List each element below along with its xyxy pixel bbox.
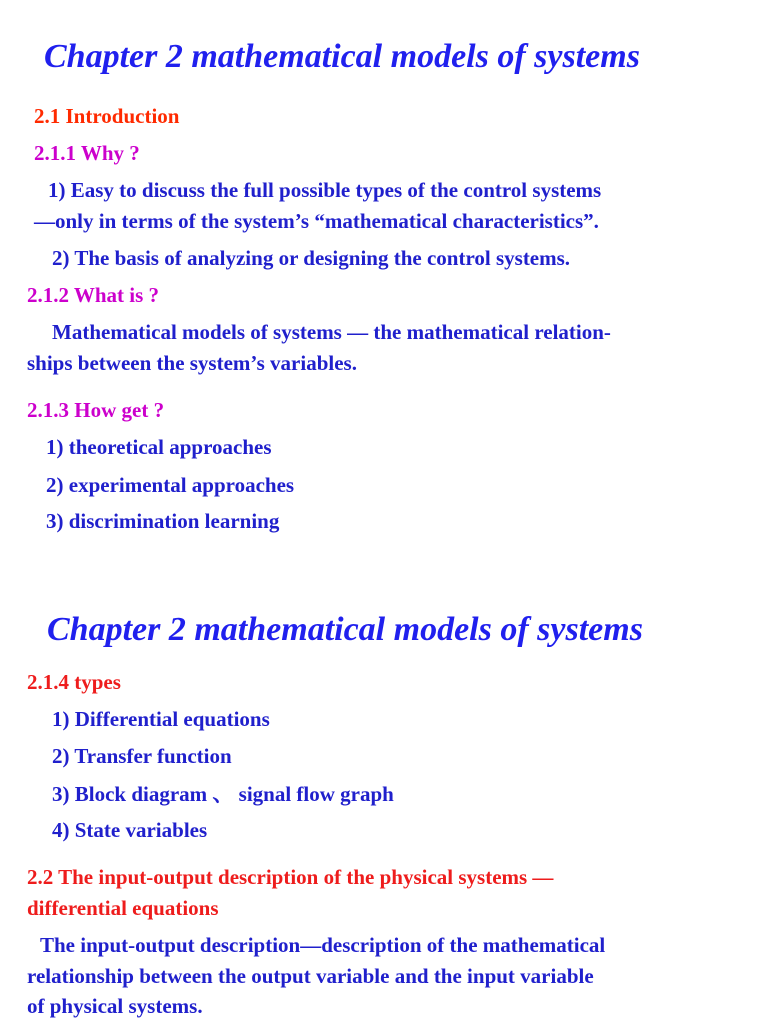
how-get-item-2: 2) experimental approaches (46, 473, 295, 497)
what-is-line-1: Mathematical models of systems — the mathematical relation- (52, 320, 611, 344)
description-line-1: The input-output description—description of the mathematical (40, 933, 606, 957)
description-line-2: relationship between the output variable and the input variable (27, 964, 594, 988)
types-item-3: 3) Block diagram 、 signal flow graph (52, 782, 394, 806)
section-2-1-1-heading: 2.1.1 Why ? (34, 141, 140, 165)
types-item-4: 4) State variables (52, 818, 208, 842)
section-2-1-3-heading: 2.1.3 How get ? (27, 398, 165, 422)
section-2-1-2-heading: 2.1.2 What is ? (27, 283, 160, 307)
how-get-item-3: 3) discrimination learning (46, 509, 280, 533)
slide-2-title: Chapter 2 mathematical models of systems (47, 611, 643, 648)
section-2-1-heading: 2.1 Introduction (34, 104, 180, 128)
description-line-3: of physical systems. (27, 994, 203, 1018)
types-item-2: 2) Transfer function (52, 744, 232, 768)
section-2-2-heading-line-2: differential equations (27, 896, 219, 920)
section-2-2-heading-line-1: 2.2 The input-output description of the physical systems — (27, 865, 554, 889)
how-get-item-1: 1) theoretical approaches (46, 435, 272, 459)
why-point-1-line-1: 1) Easy to discuss the full possible types of the control systems (48, 178, 602, 202)
what-is-line-2: ships between the system’s variables. (27, 351, 357, 375)
types-item-1: 1) Differential equations (52, 707, 270, 731)
slide-1-title: Chapter 2 mathematical models of systems (44, 38, 640, 75)
why-point-2: 2) The basis of analyzing or designing the control systems. (52, 246, 571, 270)
why-point-1-line-2: —only in terms of the system’s “mathematical characteristics”. (34, 209, 599, 233)
slide-2 (0, 576, 768, 1024)
section-2-1-4-heading: 2.1.4 types (27, 670, 121, 694)
